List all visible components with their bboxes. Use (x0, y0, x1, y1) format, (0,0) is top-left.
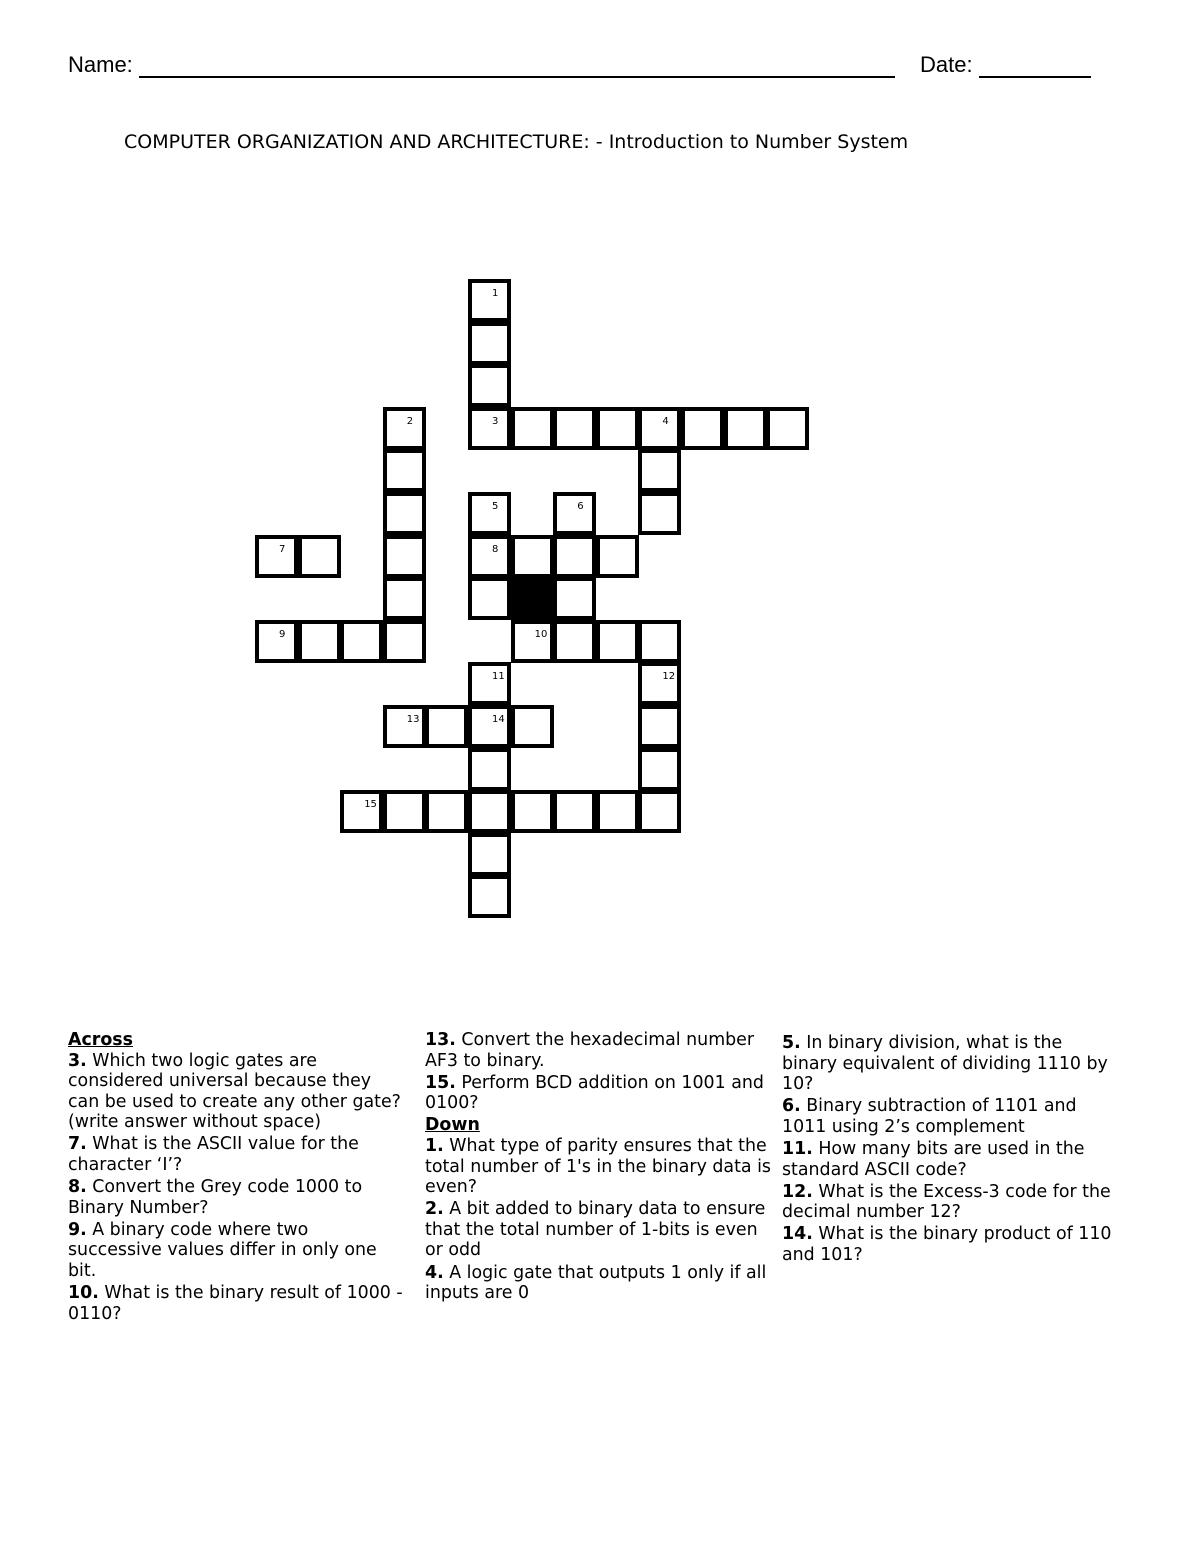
grid-cell[interactable] (468, 322, 511, 365)
clue-text: A bit added to binary data to ensure that the total number of 1-bits is even or odd (425, 1199, 766, 1261)
date-label: Date: (920, 52, 973, 77)
grid-cell[interactable] (468, 364, 511, 407)
clue-text: How many bits are used in the standard ASCII code? (782, 1138, 1085, 1180)
grid-cell[interactable] (638, 748, 681, 791)
grid-cell[interactable] (596, 620, 639, 663)
clue-number: 9 (279, 628, 286, 640)
clue-number: 11 (492, 671, 505, 683)
clue-number: 4 (662, 415, 669, 427)
clue-number: 2 (406, 415, 414, 427)
clue-text: Convert the hexadecimal number AF3 to binary. (425, 1030, 755, 1071)
across-clue (68, 1220, 403, 1282)
grid-cell[interactable] (553, 620, 596, 663)
clue-num: 15. (425, 1072, 456, 1093)
clue-text: What is the ASCII value for the character ‘I’? (68, 1134, 359, 1176)
grid-cell[interactable] (638, 620, 681, 663)
grid-cell[interactable] (511, 620, 554, 663)
clue-number: 1 (492, 288, 499, 299)
clue-text: Binary subtraction of 1101 and 1011 using 2’s complement (782, 1096, 1077, 1137)
clues-column-2 (425, 1030, 775, 1305)
grid-cell[interactable] (511, 705, 554, 748)
grid-cell[interactable] (468, 662, 511, 705)
down-heading: Down (425, 1115, 480, 1136)
down-clue (782, 1139, 1117, 1180)
clue-num: 11. (782, 1138, 813, 1159)
page-title: COMPUTER ORGANIZATION AND ARCHITECTURE: - Introduction to Number System (124, 131, 909, 153)
grid-cell[interactable] (638, 449, 681, 492)
grid-cell[interactable] (511, 535, 554, 578)
grid-cell[interactable] (383, 620, 426, 663)
grid-cell[interactable] (638, 790, 681, 833)
clue-number: 3 (492, 415, 499, 427)
grid-cell[interactable] (298, 620, 341, 663)
clue-text: In binary division, what is the binary equivalent of dividing 1110 by 10? (782, 1033, 1108, 1095)
clue-number: 7 (279, 543, 286, 555)
across-clue (425, 1073, 775, 1114)
grid-cell[interactable] (511, 790, 554, 833)
grid-cell[interactable] (383, 449, 426, 492)
grid-cell[interactable] (383, 705, 426, 748)
down-clue (425, 1263, 775, 1304)
clue-number: 14 (492, 714, 505, 725)
clue-text: What is the binary result of 1000 - 0110? (68, 1283, 403, 1324)
clue-text: A logic gate that outputs 1 only if all inputs are 0 (425, 1262, 767, 1304)
grid-cell[interactable] (340, 790, 383, 833)
clue-num: 5. (782, 1033, 801, 1053)
grid-cell[interactable] (298, 535, 341, 578)
down-clue (782, 1096, 1117, 1137)
grid-cell[interactable] (553, 577, 596, 620)
clue-num: 1. (425, 1135, 444, 1156)
clue-number: 12 (662, 671, 676, 683)
grid-cell[interactable] (596, 535, 639, 578)
grid-cell[interactable] (468, 705, 511, 748)
down-clue (425, 1199, 775, 1261)
clue-text: Convert the Grey code 1000 to Binary Number? (68, 1177, 363, 1218)
down-clue (782, 1182, 1117, 1223)
grid-cell[interactable] (383, 790, 426, 833)
clues-column-1 (68, 1030, 403, 1326)
grid-cell[interactable] (638, 492, 681, 535)
grid-cell[interactable] (255, 620, 298, 663)
clue-num: 7. (68, 1134, 87, 1155)
grid-cell[interactable] (468, 535, 511, 578)
clue-text: What type of parity ensures that the total number of 1's in the binary data is even? (425, 1135, 771, 1198)
clue-num: 14. (782, 1224, 813, 1245)
clue-number: 8 (492, 543, 499, 555)
down-clue (782, 1033, 1117, 1095)
clue-number: 6 (577, 501, 584, 512)
clue-text: Perform BCD addition on 1001 and 0100? (425, 1072, 764, 1114)
clue-num: 12. (782, 1181, 813, 1202)
clue-num: 4. (425, 1262, 444, 1283)
across-clue (68, 1177, 403, 1218)
grid-cell[interactable] (596, 790, 639, 833)
grid-cell[interactable] (468, 407, 511, 450)
clue-num: 6. (782, 1096, 801, 1117)
grid-cell[interactable] (383, 492, 426, 535)
grid-cell[interactable] (596, 407, 639, 450)
grid-cell (511, 577, 554, 620)
grid-cell[interactable] (425, 790, 468, 833)
grid-cell[interactable] (340, 620, 383, 663)
grid-cell[interactable] (553, 790, 596, 833)
grid-cell[interactable] (468, 748, 511, 791)
clue-num: 2. (425, 1199, 444, 1220)
grid-cell[interactable] (553, 407, 596, 450)
across-heading: Across (68, 1030, 133, 1050)
clue-num: 3. (68, 1050, 87, 1071)
grid-cell[interactable] (553, 492, 596, 535)
grid-cell[interactable] (468, 790, 511, 833)
grid-cell[interactable] (553, 535, 596, 578)
clues-column-3 (782, 1033, 1117, 1267)
clue-text: What is the Excess-3 code for the decimal number 12? (782, 1181, 1111, 1223)
clue-number: 15 (364, 799, 377, 811)
grid-cell[interactable] (724, 407, 767, 450)
clue-text: What is the binary product of 110 and 101? (782, 1224, 1112, 1265)
clue-num: 9. (68, 1219, 87, 1240)
grid-cell[interactable] (638, 662, 681, 705)
clue-text: A binary code where two successive values differ in only one bit. (68, 1219, 377, 1282)
clue-num: 13. (425, 1030, 456, 1050)
across-clue (68, 1134, 403, 1175)
grid-cell[interactable] (766, 407, 809, 450)
clue-num: 8. (68, 1177, 87, 1198)
across-clue (425, 1030, 775, 1071)
grid-cell[interactable] (255, 535, 298, 578)
down-clue (782, 1224, 1117, 1265)
name-label: Name: (68, 52, 133, 77)
grid-cell[interactable] (468, 492, 511, 535)
grid-cell[interactable] (383, 407, 426, 450)
grid-cell[interactable] (468, 875, 511, 918)
clue-num: 10. (68, 1283, 99, 1304)
across-clue (68, 1051, 403, 1133)
grid-cell[interactable] (383, 577, 426, 620)
clue-number: 10 (534, 628, 548, 640)
grid-cell[interactable] (425, 705, 468, 748)
grid-cell[interactable] (468, 279, 511, 322)
grid-cell[interactable] (383, 535, 426, 578)
clue-number: 13 (406, 714, 420, 725)
grid-cell[interactable] (681, 407, 724, 450)
grid-cell[interactable] (511, 407, 554, 450)
clue-text: Which two logic gates are considered universal because they can be used to create any other gate? (write answer without space) (68, 1050, 401, 1133)
grid-cell[interactable] (638, 705, 681, 748)
across-clue (68, 1283, 403, 1324)
grid-cell[interactable] (468, 577, 511, 620)
clue-number: 5 (492, 501, 499, 512)
grid-cell[interactable] (468, 833, 511, 876)
down-clue (425, 1136, 775, 1198)
grid-cell[interactable] (638, 407, 681, 450)
